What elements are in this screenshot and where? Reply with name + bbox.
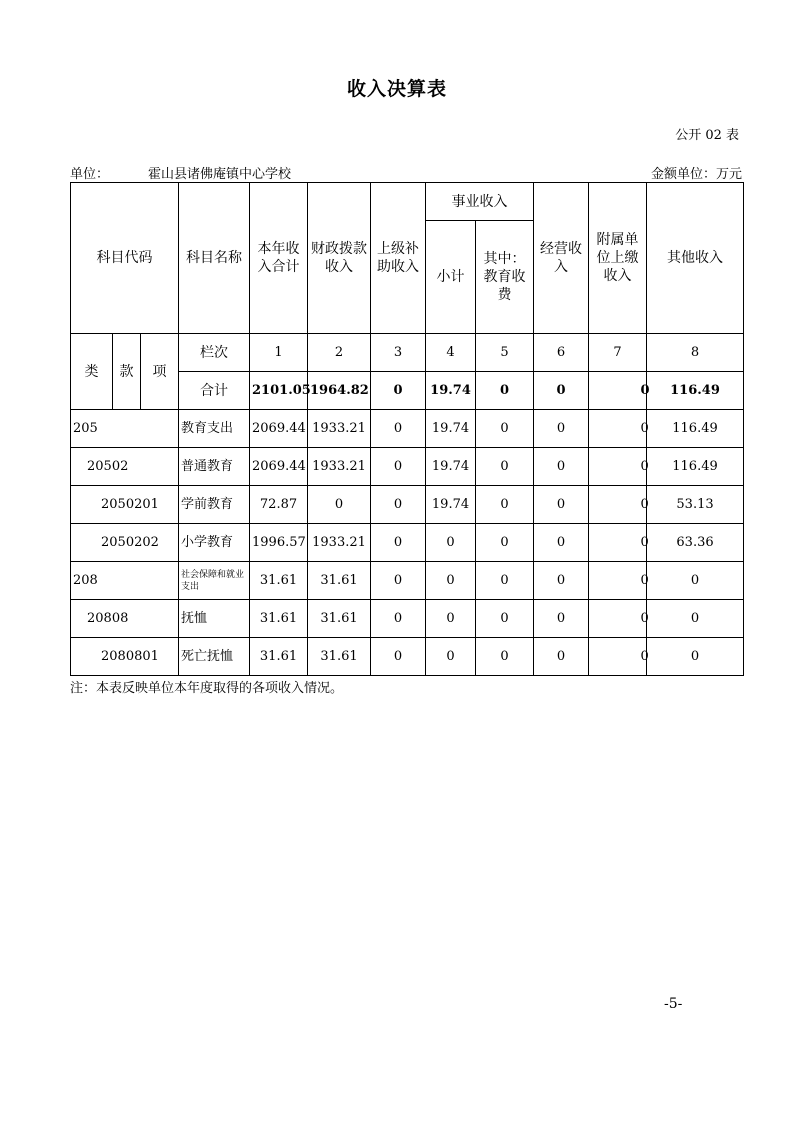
row-value-spacer: [589, 486, 641, 524]
row-value: 0: [426, 600, 476, 638]
row-value: 1996.57: [250, 524, 308, 562]
row-value: 0: [534, 410, 589, 448]
row-value-spacer: [589, 448, 641, 486]
total-value: 1964.82: [308, 372, 371, 410]
header-fiscal: 财政拨款收入: [308, 183, 371, 334]
row-value: 0: [641, 562, 647, 600]
total-value: 0: [476, 372, 534, 410]
column-number: 6: [534, 334, 589, 372]
header-xiang: 项: [141, 334, 179, 410]
unit-name: 霍山县诸佛庵镇中心学校: [148, 167, 292, 182]
row-value: 0: [371, 562, 426, 600]
table-row: [71, 600, 744, 638]
header-superior: 上级补助收入: [371, 183, 426, 334]
row-value: 0: [371, 410, 426, 448]
row-value: 31.61: [250, 562, 308, 600]
row-value: 0: [534, 600, 589, 638]
page-number: -5-: [664, 996, 683, 1012]
row-value: 0: [426, 524, 476, 562]
row-value: 0: [426, 562, 476, 600]
row-value: 116.49: [647, 448, 744, 486]
row-code: 2050201: [71, 486, 179, 524]
row-value-spacer: [589, 524, 641, 562]
row-value: 0: [476, 410, 534, 448]
row-value: 0: [534, 486, 589, 524]
row-value: 31.61: [250, 638, 308, 676]
row-value: 0: [371, 600, 426, 638]
row-value: 0: [647, 638, 744, 676]
row-value: 0: [308, 486, 371, 524]
row-value: 19.74: [426, 486, 476, 524]
row-value: 0: [371, 486, 426, 524]
table-row: [71, 638, 744, 676]
header-lei: 类: [71, 334, 113, 410]
total-value: 2101.05: [250, 372, 308, 410]
row-value: 19.74: [426, 410, 476, 448]
row-name: 教育支出: [179, 410, 250, 448]
total-value: 0: [641, 372, 647, 410]
row-value: 0: [476, 486, 534, 524]
header-subtotal: 小计: [426, 221, 476, 334]
row-value: 0: [534, 562, 589, 600]
total-value: 0: [534, 372, 589, 410]
row-code: 20808: [71, 600, 179, 638]
row-name: 普通教育: [179, 448, 250, 486]
total-value-spacer: [589, 372, 641, 410]
row-value: 19.74: [426, 448, 476, 486]
income-table: [70, 182, 744, 676]
header-operating: 经营收入: [534, 183, 589, 334]
column-number: 1: [250, 334, 308, 372]
row-value: 0: [641, 638, 647, 676]
column-number: 8: [647, 334, 744, 372]
row-value-spacer: [589, 638, 641, 676]
row-name: 学前教育: [179, 486, 250, 524]
column-number: 5: [476, 334, 534, 372]
row-code: 2080801: [71, 638, 179, 676]
row-value: 0: [476, 524, 534, 562]
header-edu-fee: 其中：教育收费: [476, 221, 534, 334]
row-name: 死亡抚恤: [179, 638, 250, 676]
row-value: 0: [476, 562, 534, 600]
unit-label: 单位：: [70, 167, 110, 182]
totals-label: 合计: [179, 372, 250, 410]
row-value: 1933.21: [308, 410, 371, 448]
column-number: 3: [371, 334, 426, 372]
amount-unit: 金额单位：万元: [650, 167, 742, 182]
total-value: 19.74: [426, 372, 476, 410]
row-code: 2050202: [71, 524, 179, 562]
row-value: 53.13: [647, 486, 744, 524]
row-value: 31.61: [308, 600, 371, 638]
header-name: 科目名称: [179, 183, 250, 334]
row-value: 0: [641, 600, 647, 638]
row-value: 2069.44: [250, 410, 308, 448]
header-business: 事业收入: [426, 183, 534, 221]
row-value: 0: [641, 524, 647, 562]
row-value: 72.87: [250, 486, 308, 524]
row-value: 0: [476, 638, 534, 676]
row-value-spacer: [589, 410, 641, 448]
row-name: 抚恤: [179, 600, 250, 638]
row-value: 0: [371, 524, 426, 562]
table-note: 注：本表反映单位本年度取得的各项收入情况。: [70, 681, 344, 696]
column-number-label: 栏次: [179, 334, 250, 372]
row-value: 0: [641, 410, 647, 448]
table-row: [71, 486, 744, 524]
page-title: 收入决算表: [346, 78, 447, 100]
row-name: 社会保障和就业支出: [179, 562, 250, 600]
header-affiliated: 附属单位上缴收入: [589, 183, 647, 334]
row-value: 0: [534, 448, 589, 486]
row-value: 31.61: [308, 562, 371, 600]
row-value: 63.36: [647, 524, 744, 562]
header-kuan: 款: [113, 334, 141, 410]
row-value: 0: [534, 524, 589, 562]
row-value: 116.49: [647, 410, 744, 448]
form-number: 公开 02 表: [675, 128, 739, 143]
row-value: 0: [476, 448, 534, 486]
total-value: 0: [371, 372, 426, 410]
header-other: 其他收入: [647, 183, 744, 334]
column-number-row: [71, 334, 744, 372]
row-code: 208: [71, 562, 179, 600]
row-value: 0: [647, 600, 744, 638]
row-value: 0: [371, 448, 426, 486]
row-code: 205: [71, 410, 179, 448]
table-row: [71, 562, 744, 600]
row-value: 0: [426, 638, 476, 676]
row-value: 31.61: [250, 600, 308, 638]
row-value-spacer: [589, 600, 641, 638]
row-value: 31.61: [308, 638, 371, 676]
row-value: 1933.21: [308, 448, 371, 486]
unit-row: [70, 163, 742, 181]
column-number: 4: [426, 334, 476, 372]
row-value: 0: [371, 638, 426, 676]
row-value: 0: [476, 600, 534, 638]
row-value: 2069.44: [250, 448, 308, 486]
row-value: 0: [641, 448, 647, 486]
row-value: 0: [534, 638, 589, 676]
row-value: 0: [647, 562, 744, 600]
total-value: 116.49: [647, 372, 744, 410]
header-code: 科目代码: [71, 183, 179, 334]
table-row: [71, 410, 744, 448]
column-number: 7: [589, 334, 647, 372]
table-row: [71, 448, 744, 486]
table-row: [71, 524, 744, 562]
column-number: 2: [308, 334, 371, 372]
header-total: 本年收入合计: [250, 183, 308, 334]
row-value: 1933.21: [308, 524, 371, 562]
header-row-1: [71, 183, 744, 221]
row-code: 20502: [71, 448, 179, 486]
row-value: 0: [641, 486, 647, 524]
row-name: 小学教育: [179, 524, 250, 562]
row-value-spacer: [589, 562, 641, 600]
